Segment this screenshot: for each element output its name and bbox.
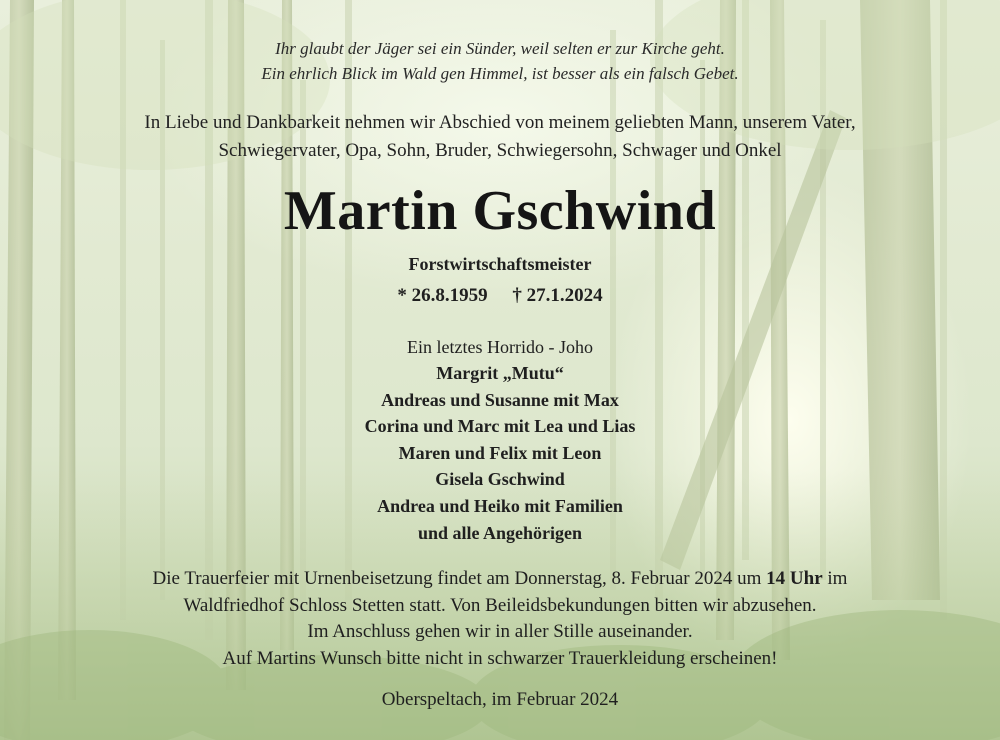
mourner-line: Maren und Felix mit Leon	[398, 442, 602, 463]
birth-date: * 26.8.1959	[397, 285, 488, 306]
hunter-quote	[0, 36, 1000, 86]
farewell-intro	[0, 109, 1000, 165]
service-line-2: Waldfriedhof Schloss Stetten statt. Von Beileidsbekundungen bitten wir abzusehen.	[183, 594, 817, 616]
mourner-line: Corina und Marc mit Lea und Lias	[364, 416, 636, 437]
deceased-name: Martin Gschwind	[283, 180, 717, 242]
mourner-line: Gisela Gschwind	[435, 469, 565, 490]
service-line-4: Auf Martins Wunsch bitte nicht in schwarzer Trauerkleidung erscheinen!	[222, 648, 778, 670]
funeral-service-info	[0, 566, 1000, 673]
service-line-1-end: im	[822, 568, 848, 589]
service-line-1	[0, 566, 1000, 593]
farewell-greeting: Ein letztes Horrido - Joho	[407, 337, 593, 357]
service-time: 14 Uhr	[766, 568, 823, 589]
mourner-line: Andrea und Heiko mit Familien	[377, 495, 623, 516]
death-date: † 27.1.2024	[512, 285, 603, 306]
quote-line-1: Ihr glaubt der Jäger sei ein Sünder, weil selten er zur Kirche geht.	[275, 39, 725, 58]
service-line-3: Im Anschluss gehen wir in aller Stille auseinander.	[307, 621, 693, 643]
quote-line-2: Ein ehrlich Blick im Wald gen Himmel, ist besser als ein falsch Gebet.	[261, 64, 739, 83]
place-and-date: Oberspeltach, im Februar 2024	[381, 689, 619, 710]
mourners-list	[0, 360, 1000, 546]
intro-line-2: Schwiegervater, Opa, Sohn, Bruder, Schwiegersohn, Schwager und Onkel	[218, 140, 782, 161]
mourner-line: Andreas und Susanne mit Max	[381, 389, 619, 410]
service-date-text: Die Trauerfeier mit Urnenbeisetzung findet am Donnerstag, 8. Februar 2024 um	[152, 568, 767, 589]
deceased-profession: Forstwirtschaftsmeister	[408, 254, 592, 274]
life-dates	[0, 283, 1000, 309]
mourner-line: und alle Angehörigen	[417, 522, 583, 543]
mourner-line: Margrit „Mutu“	[436, 363, 564, 383]
intro-line-1: In Liebe und Dankbarkeit nehmen wir Abschied von meinem geliebten Mann, unserem Vater,	[144, 112, 856, 133]
